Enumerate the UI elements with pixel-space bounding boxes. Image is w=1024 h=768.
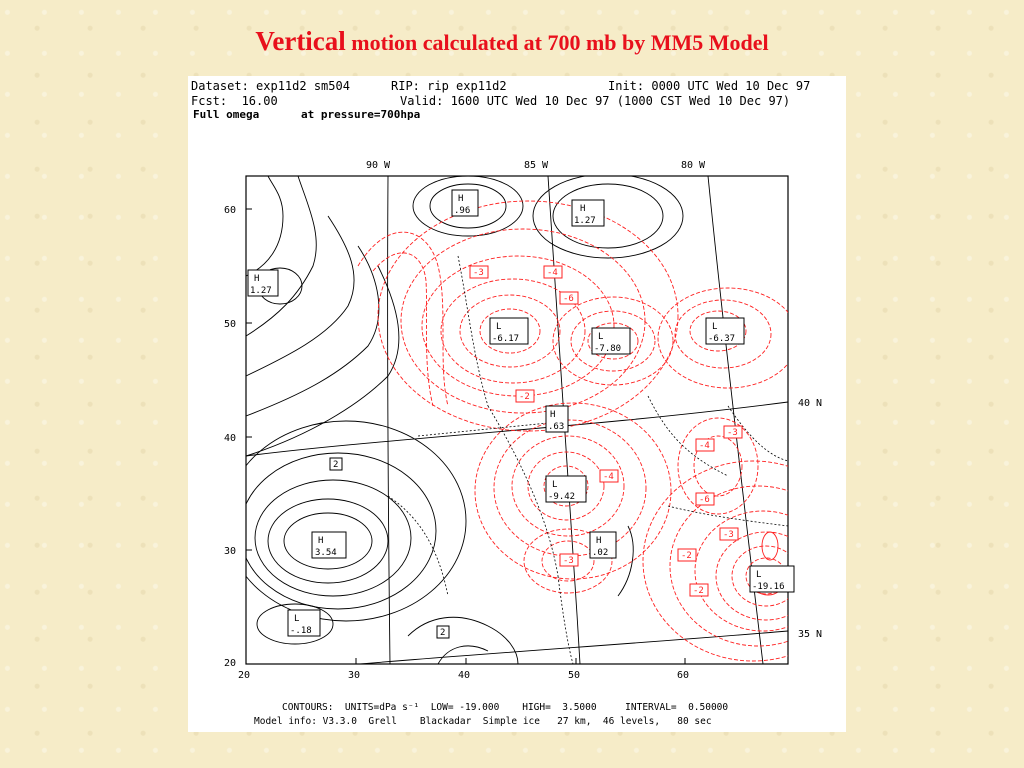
low-center bbox=[592, 328, 630, 354]
title-lead: Vertical bbox=[255, 26, 346, 56]
svg-text:2: 2 bbox=[333, 460, 339, 470]
dataset-label: Dataset: exp11d2 sm504 bbox=[191, 79, 350, 93]
svg-text:H: H bbox=[550, 410, 556, 420]
contour-label bbox=[560, 554, 578, 566]
svg-text:-3: -3 bbox=[563, 556, 574, 566]
field-label: Full omega bbox=[193, 108, 260, 121]
svg-text:H: H bbox=[596, 536, 602, 546]
model-info: Model info: V3.3.0 Grell Blackadar Simple ice 27 km, 46 levels, 80 sec bbox=[254, 716, 712, 727]
svg-text:1.27: 1.27 bbox=[250, 286, 272, 296]
lat-label-40n: 40 N bbox=[798, 398, 823, 409]
x-tick-40: 40 bbox=[458, 670, 471, 681]
svg-text:-4: -4 bbox=[547, 268, 558, 278]
svg-text:-2: -2 bbox=[519, 392, 530, 402]
rip-plot-panel bbox=[188, 76, 846, 732]
svg-text:L: L bbox=[712, 322, 718, 332]
low-center bbox=[490, 318, 528, 344]
y-tick-20: 20 bbox=[224, 658, 237, 669]
svg-text:-9.42: -9.42 bbox=[548, 492, 576, 502]
svg-text:L: L bbox=[756, 570, 762, 580]
svg-text:.02: .02 bbox=[592, 548, 609, 558]
contour-label bbox=[600, 470, 618, 482]
svg-text:L: L bbox=[552, 480, 558, 490]
svg-text:-19.16: -19.16 bbox=[752, 582, 785, 592]
y-tick-30: 30 bbox=[224, 546, 237, 557]
fcst-label: Fcst: 16.00 bbox=[191, 94, 278, 108]
low-center bbox=[750, 566, 794, 592]
title-rest: motion calculated at 700 mb by MM5 Model bbox=[345, 30, 769, 55]
svg-text:-6.37: -6.37 bbox=[708, 334, 736, 344]
x-tick-20: 20 bbox=[238, 670, 251, 681]
high-center bbox=[452, 190, 478, 216]
svg-text:H: H bbox=[580, 204, 586, 214]
contour-label bbox=[437, 626, 449, 638]
init-label: Init: 0000 UTC Wed 10 Dec 97 bbox=[608, 79, 811, 93]
valid-label: Valid: 1600 UTC Wed 10 Dec 97 (1000 CST Wed 10 Dec 97) bbox=[400, 94, 791, 108]
x-tick-50: 50 bbox=[568, 670, 581, 681]
svg-text:-2: -2 bbox=[693, 586, 704, 596]
low-center bbox=[546, 476, 586, 502]
svg-text:-3: -3 bbox=[727, 428, 738, 438]
svg-text:H: H bbox=[458, 194, 464, 204]
svg-text:L: L bbox=[598, 332, 604, 342]
y-tick-60: 60 bbox=[224, 205, 237, 216]
contour-label bbox=[560, 292, 578, 304]
high-center bbox=[590, 532, 616, 558]
svg-text:3.54: 3.54 bbox=[315, 548, 337, 558]
svg-text:L: L bbox=[496, 322, 502, 332]
svg-text:-6: -6 bbox=[563, 294, 574, 304]
graticule bbox=[246, 176, 788, 674]
y-tick-50: 50 bbox=[224, 319, 237, 330]
svg-text:-4: -4 bbox=[603, 472, 614, 482]
svg-text:H: H bbox=[254, 274, 260, 284]
lon-label-90w: 90 W bbox=[366, 160, 391, 171]
high-center bbox=[312, 532, 346, 558]
high-center bbox=[546, 406, 568, 432]
low-center bbox=[706, 318, 744, 344]
svg-text:.96: .96 bbox=[454, 206, 471, 216]
svg-text:L: L bbox=[294, 614, 300, 624]
high-center bbox=[572, 200, 604, 226]
svg-text:-7.80: -7.80 bbox=[594, 344, 622, 354]
contour-label bbox=[696, 439, 714, 451]
contour-label bbox=[720, 528, 738, 540]
contour-label bbox=[678, 549, 696, 561]
contour-label bbox=[696, 493, 714, 505]
x-tick-30: 30 bbox=[348, 670, 361, 681]
svg-text:-.18: -.18 bbox=[290, 626, 312, 636]
slide-title bbox=[0, 26, 1024, 58]
svg-text:-2: -2 bbox=[681, 551, 692, 561]
svg-text:-6.17: -6.17 bbox=[492, 334, 520, 344]
positive-contours bbox=[226, 174, 683, 664]
svg-text:-6: -6 bbox=[699, 495, 710, 505]
contour-label bbox=[544, 266, 562, 278]
svg-text:.63: .63 bbox=[548, 422, 565, 432]
lat-label-35n: 35 N bbox=[798, 629, 823, 640]
svg-text:2: 2 bbox=[440, 628, 446, 638]
svg-text:-4: -4 bbox=[699, 441, 710, 451]
svg-text:-3: -3 bbox=[723, 530, 734, 540]
svg-text:-3: -3 bbox=[473, 268, 484, 278]
rip-label: RIP: rip exp11d2 bbox=[391, 79, 507, 93]
high-center bbox=[248, 270, 278, 296]
contour-label bbox=[330, 458, 342, 470]
contour-label bbox=[470, 266, 488, 278]
contours-info: CONTOURS: UNITS=dPa s⁻¹ LOW= -19.000 HIGH= 3.5000 INTERVAL= 0.50000 bbox=[282, 702, 729, 713]
contour-label bbox=[724, 426, 742, 438]
level-label: at pressure=700hpa bbox=[301, 108, 421, 121]
contour-label bbox=[690, 584, 708, 596]
y-tick-40: 40 bbox=[224, 433, 237, 444]
omega-map bbox=[188, 76, 846, 732]
svg-text:H: H bbox=[318, 536, 324, 546]
svg-text:1.27: 1.27 bbox=[574, 216, 596, 226]
low-center bbox=[288, 610, 320, 636]
contour-label bbox=[516, 390, 534, 402]
lon-label-80w: 80 W bbox=[681, 160, 706, 171]
lon-label-85w: 85 W bbox=[524, 160, 549, 171]
x-tick-60: 60 bbox=[677, 670, 690, 681]
